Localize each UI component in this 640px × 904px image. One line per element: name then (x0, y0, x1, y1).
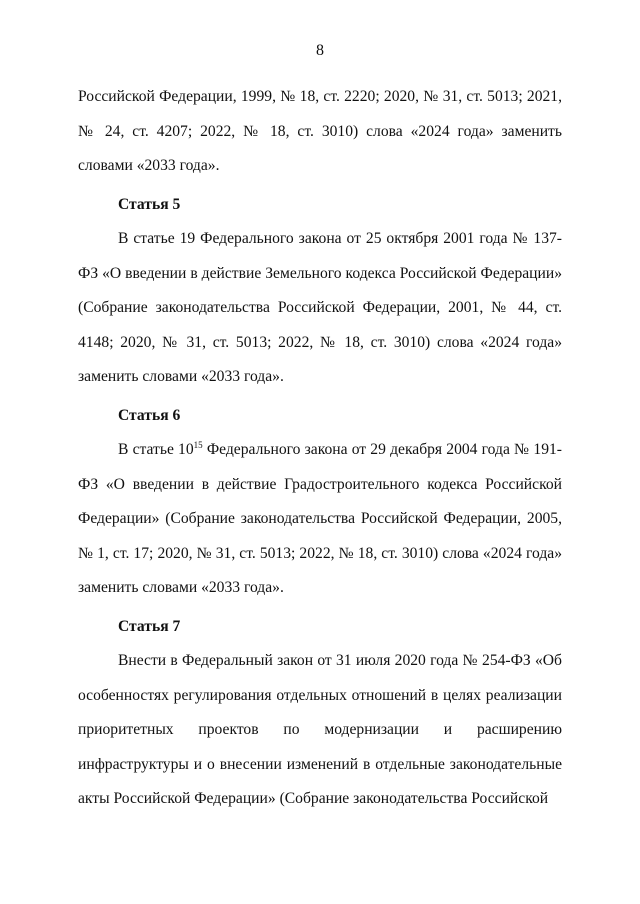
article-6-heading: Статья 6 (118, 406, 181, 424)
article-6-superscript: 15 (193, 439, 203, 450)
article-7-heading: Статья 7 (118, 617, 181, 635)
document-body (78, 80, 562, 817)
article-6-text-start: В статье 10 (118, 441, 194, 458)
page-number: 8 (316, 42, 324, 59)
article-6-text (78, 433, 562, 606)
article-5-text: В статье 19 Федерального закона от 25 октября 2001 года № 137-ФЗ «О введении в действие Земельного кодекса Российской Федерации» (Собрание законодательства Российской Федерации, 2001, № 44, ст. 4148; 2020, № 31, ст. 5013; 2022, № 18, ст. 3010) слова «2024 года» заменить словами «2033 года». (78, 230, 562, 385)
continuation-paragraph: Российской Федерации, 1999, № 18, ст. 2220; 2020, № 31, ст. 5013; 2021, № 24, ст. 4207; 2022, № 18, ст. 3010) слова «2024 года» заменить словами «2033 года». (78, 88, 562, 174)
article-6-text-rest: Федерального закона от 29 декабря 2004 года № 191-ФЗ «О введении в действие Градостроительного кодекса Российской Федерации» (Собрание законодательства Российской Федерации, 2005, № 1, ст. 17; 2020, № 31, ст. 5013; 2022, № 18, ст. 3010) слова «2024 года» заменить словами «2033 года». (78, 441, 562, 596)
article-5-heading: Статья 5 (118, 195, 181, 213)
article-7-text: Внести в Федеральный закон от 31 июля 2020 года № 254-ФЗ «Об особенностях регулирования отдельных отношений в целях реализации приоритетных проектов по модернизации и расширению инфраструктуры и о внесении изменений в отдельные законодательные акты Российской Федерации» (Собрание законодательства Российской (78, 652, 562, 807)
